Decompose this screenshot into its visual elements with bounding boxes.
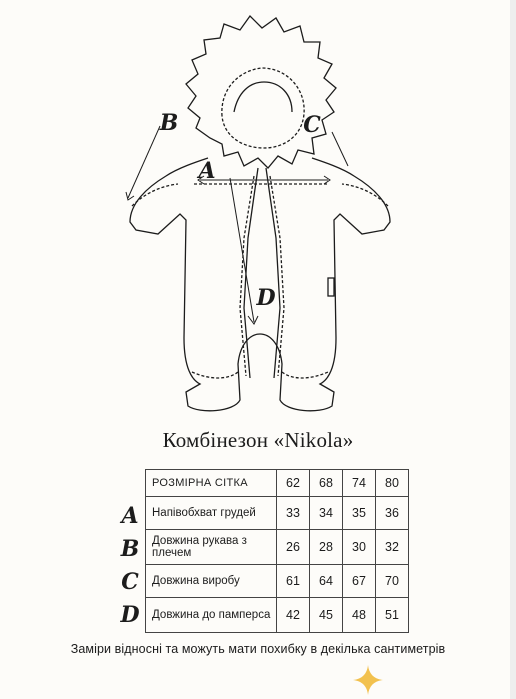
fur-hood xyxy=(186,16,336,168)
row-value: 42 xyxy=(277,598,310,633)
size-table xyxy=(145,469,409,633)
table-header-size: 62 xyxy=(277,470,310,497)
table-row xyxy=(146,530,409,565)
measure-line-b xyxy=(128,126,160,198)
row-value: 70 xyxy=(376,565,409,598)
row-value: 51 xyxy=(376,598,409,633)
row-value: 26 xyxy=(277,530,310,565)
table-header-size: 80 xyxy=(376,470,409,497)
row-letter-c: C xyxy=(121,569,139,595)
row-value: 35 xyxy=(343,497,376,530)
measurement-note: Заміри відносні та можуть мати похибку в декілька сантиметрів xyxy=(70,642,446,656)
row-label: Довжина до памперса xyxy=(146,598,277,633)
row-letter-d: D xyxy=(120,602,140,628)
row-value: 45 xyxy=(310,598,343,633)
table-header-size: 74 xyxy=(343,470,376,497)
table-row xyxy=(146,565,409,598)
diagram-letter-a: A xyxy=(198,158,216,184)
table-header-label: РОЗМІРНА СІТКА xyxy=(146,470,277,497)
row-label: Довжина рукава з плечем xyxy=(146,530,277,565)
row-value: 48 xyxy=(343,598,376,633)
diagram-letter-d: D xyxy=(256,285,276,311)
table-row xyxy=(146,598,409,633)
table-row xyxy=(146,497,409,530)
measure-line-c xyxy=(332,132,348,166)
row-value: 32 xyxy=(376,530,409,565)
diagram-letter-b: B xyxy=(159,110,179,136)
row-label: Напівобхват грудей xyxy=(146,497,277,530)
row-letter-b: B xyxy=(120,536,140,562)
row-value: 28 xyxy=(310,530,343,565)
row-value: 33 xyxy=(277,497,310,530)
row-value: 34 xyxy=(310,497,343,530)
row-value: 67 xyxy=(343,565,376,598)
four-point-star-icon xyxy=(352,664,384,696)
page-title: Комбінезон «Nikola» xyxy=(162,428,354,452)
measure-line-d xyxy=(230,178,254,322)
row-value: 36 xyxy=(376,497,409,530)
jumpsuit-illustration xyxy=(100,8,420,426)
row-letter-a: A xyxy=(121,503,139,529)
row-value: 30 xyxy=(343,530,376,565)
row-value: 64 xyxy=(310,565,343,598)
table-header-size: 68 xyxy=(310,470,343,497)
diagram-letter-c: C xyxy=(303,112,321,138)
table-header-row xyxy=(146,470,409,497)
row-label: Довжина виробу xyxy=(146,565,277,598)
row-value: 61 xyxy=(277,565,310,598)
page-edge xyxy=(510,0,516,699)
